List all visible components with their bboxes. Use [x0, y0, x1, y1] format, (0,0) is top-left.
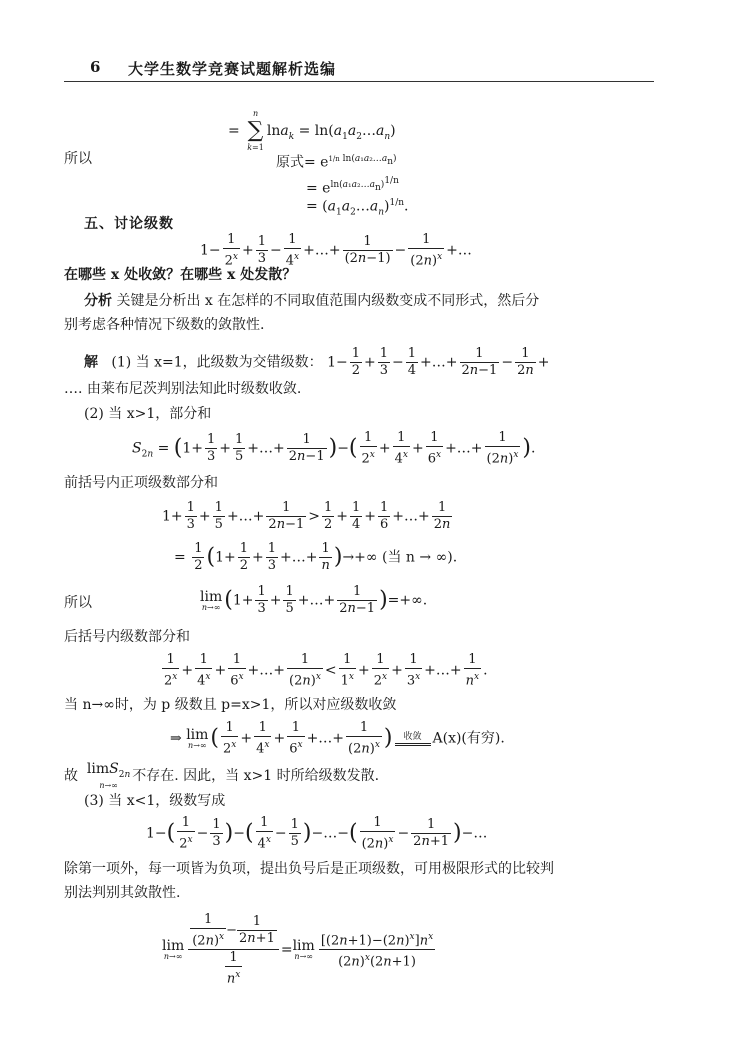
analysis-line-1 [84, 292, 539, 310]
formula-front-harmonic: = $\frac{1}{2}$ (1+ $\frac{1}{2}$ + $\frac{1}{3}$ +…+ $\frac{1}{n}$ )→+∞ (当 n → ∞). [174, 541, 458, 573]
text-suoyi-2: 所以 [64, 595, 92, 611]
except-text-2: 别法判别其敛散性. [64, 885, 181, 901]
formula-original-2: = $e^{ln(a_1a_2\dots a_n)^{1/n}}$ [306, 176, 399, 197]
conclusion-tail: 不存在. 因此，当 x>1 时所给级数发散. [132, 767, 380, 784]
section-five-heading: 五、讨论级数 [84, 216, 174, 232]
formula-series: 1− $\frac{1}{2^x}$ + $\frac{1}{3}$ − $\frac{1}{4^x}$ +…+ $\frac{1}{(2n-1)}$ − $\frac{1}{(2n)^x}$ +… [200, 232, 472, 269]
formula-original-3: = $(a_1a_2\dots a_n)^{1/n}$. [306, 198, 409, 218]
when-p-series-text: 当 n→∞时，为 p 级数且 p=x>1，所以对应级数收敛 [64, 697, 397, 713]
solution-3-text: (3) 当 x<1，级数写成 [84, 793, 226, 809]
conclusion-line: 故 limS$_{2n}$ n→∞ 不存在. 因此，当 x>1 时所给级数发散. [64, 761, 380, 790]
formula-limit-compare: lim n→∞ $\frac{1}{(2n)^x}$ − $\frac{1}{2n+1}$ $\frac{1}{n^x}$ = lim n→∞ $\frac{[(2n+1)-(2n)^x]n^x}{(2n)^x(2n+1)}$ [162, 912, 434, 987]
question-text: 在哪些 x 处收敛？在哪些 x 处发散？ [64, 267, 297, 283]
to-inf-note: (当 n → ∞). [382, 549, 458, 566]
solution-label: 解 [84, 354, 98, 371]
page-header [64, 54, 654, 84]
text-suoyi-1: 所以 [64, 151, 92, 167]
back-bracket-text: 后括号内级数部分和 [64, 629, 190, 645]
formula-original-1: 原式= $e^{1/n ln(a_1a_2\dots a_n)}$ [276, 154, 397, 171]
analysis-label: 分析 [84, 293, 112, 309]
formula-lim-front: lim n→∞ (1+ $\frac{1}{3}$ + $\frac{1}{5}$ +…+ $\frac{1}{2n-1}$ )=+∞. [200, 584, 428, 616]
book-title: 大学生数学竞赛试题解析选编 [128, 60, 337, 78]
formula-sum-ln: = n ∑ k=1 $\ln a_k = \ln(a_1a_2\dots a_n)$ [228, 109, 396, 152]
formula-front-compare: 1+ $\frac{1}{3}$ + $\frac{1}{5}$ +…+ $\frac{1}{2n-1}$ > $\frac{1}{2}$ + $\frac{1}{4}$ + $\frac{1}{6}$ +…+ $\frac{1}{2n}$ [162, 500, 451, 532]
finite-limit: A(x)(有穷). [432, 730, 505, 747]
formula-back-compare: $\frac{1}{2^x}$ + $\frac{1}{4^x}$ + $\frac{1}{6^x}$ +…+ $\frac{1}{(2n)^x}$ < $\frac{1}{1^x}$ + $\frac{1}{2^x}$ + $\frac{1}{3^x}$ +…+ $\frac{1}{n^x}$ . [164, 652, 488, 689]
except-text-1: 除第一项外，每一项皆为负项，提出负号后是正项级数，可用极限形式的比较判 [64, 861, 554, 877]
analysis-body-2: 别考虑各种情况下级数的敛散性. [64, 317, 265, 333]
gu-label: 故 [64, 767, 78, 784]
solution-2-text: (2) 当 x>1，部分和 [84, 406, 212, 422]
page-number: 6 [90, 58, 101, 76]
formula-s2n: $S_{2n} = (1+$ $\frac{1}{3}$ + $\frac{1}{5}$ +…+ $\frac{1}{2n-1}$ )−( $\frac{1}{2^x}$ + $\frac{1}{4^x}$ + $\frac{1}{6^x}$ +…+ $\frac{1}{(2n)^x}$ ). [132, 430, 536, 467]
solution-line-1: 解 (1) 当 x=1，此级数为交错级数： 1− $\frac{1}{2}$ + $\frac{1}{3}$ − $\frac{1}{4}$ +…+ $\frac{1}{2n-1}$ − $\frac{1}{2n}$ + [84, 346, 550, 378]
solution-1-text: (1) 当 x=1，此级数为交错级数： [111, 354, 323, 371]
solution-1-tail: …. 由莱布尼茨判别法知此时级数收敛. [64, 381, 302, 397]
formula-x-less-1: 1−( $\frac{1}{2^x}$ − $\frac{1}{3}$ )−( $\frac{1}{4^x}$ − $\frac{1}{5}$ )−…−( $\frac{1}{(2n)^x}$ − $\frac{1}{2n+1}$ )−… [146, 815, 488, 852]
front-bracket-text: 前括号内正项级数部分和 [64, 475, 218, 491]
formula-lim-back: ⇒ lim n→∞ ( $\frac{1}{2^x}$ + $\frac{1}{4^x}$ + $\frac{1}{6^x}$ +…+ $\frac{1}{(2n)^x}$ ) 收敛 A(x)(有穷). [170, 720, 505, 757]
analysis-body-1: 关键是分析出 x 在怎样的不同取值范围内级数变成不同形式，然后分 [116, 293, 540, 309]
header-rule [64, 81, 654, 82]
converge-label: 收敛 [403, 731, 422, 742]
